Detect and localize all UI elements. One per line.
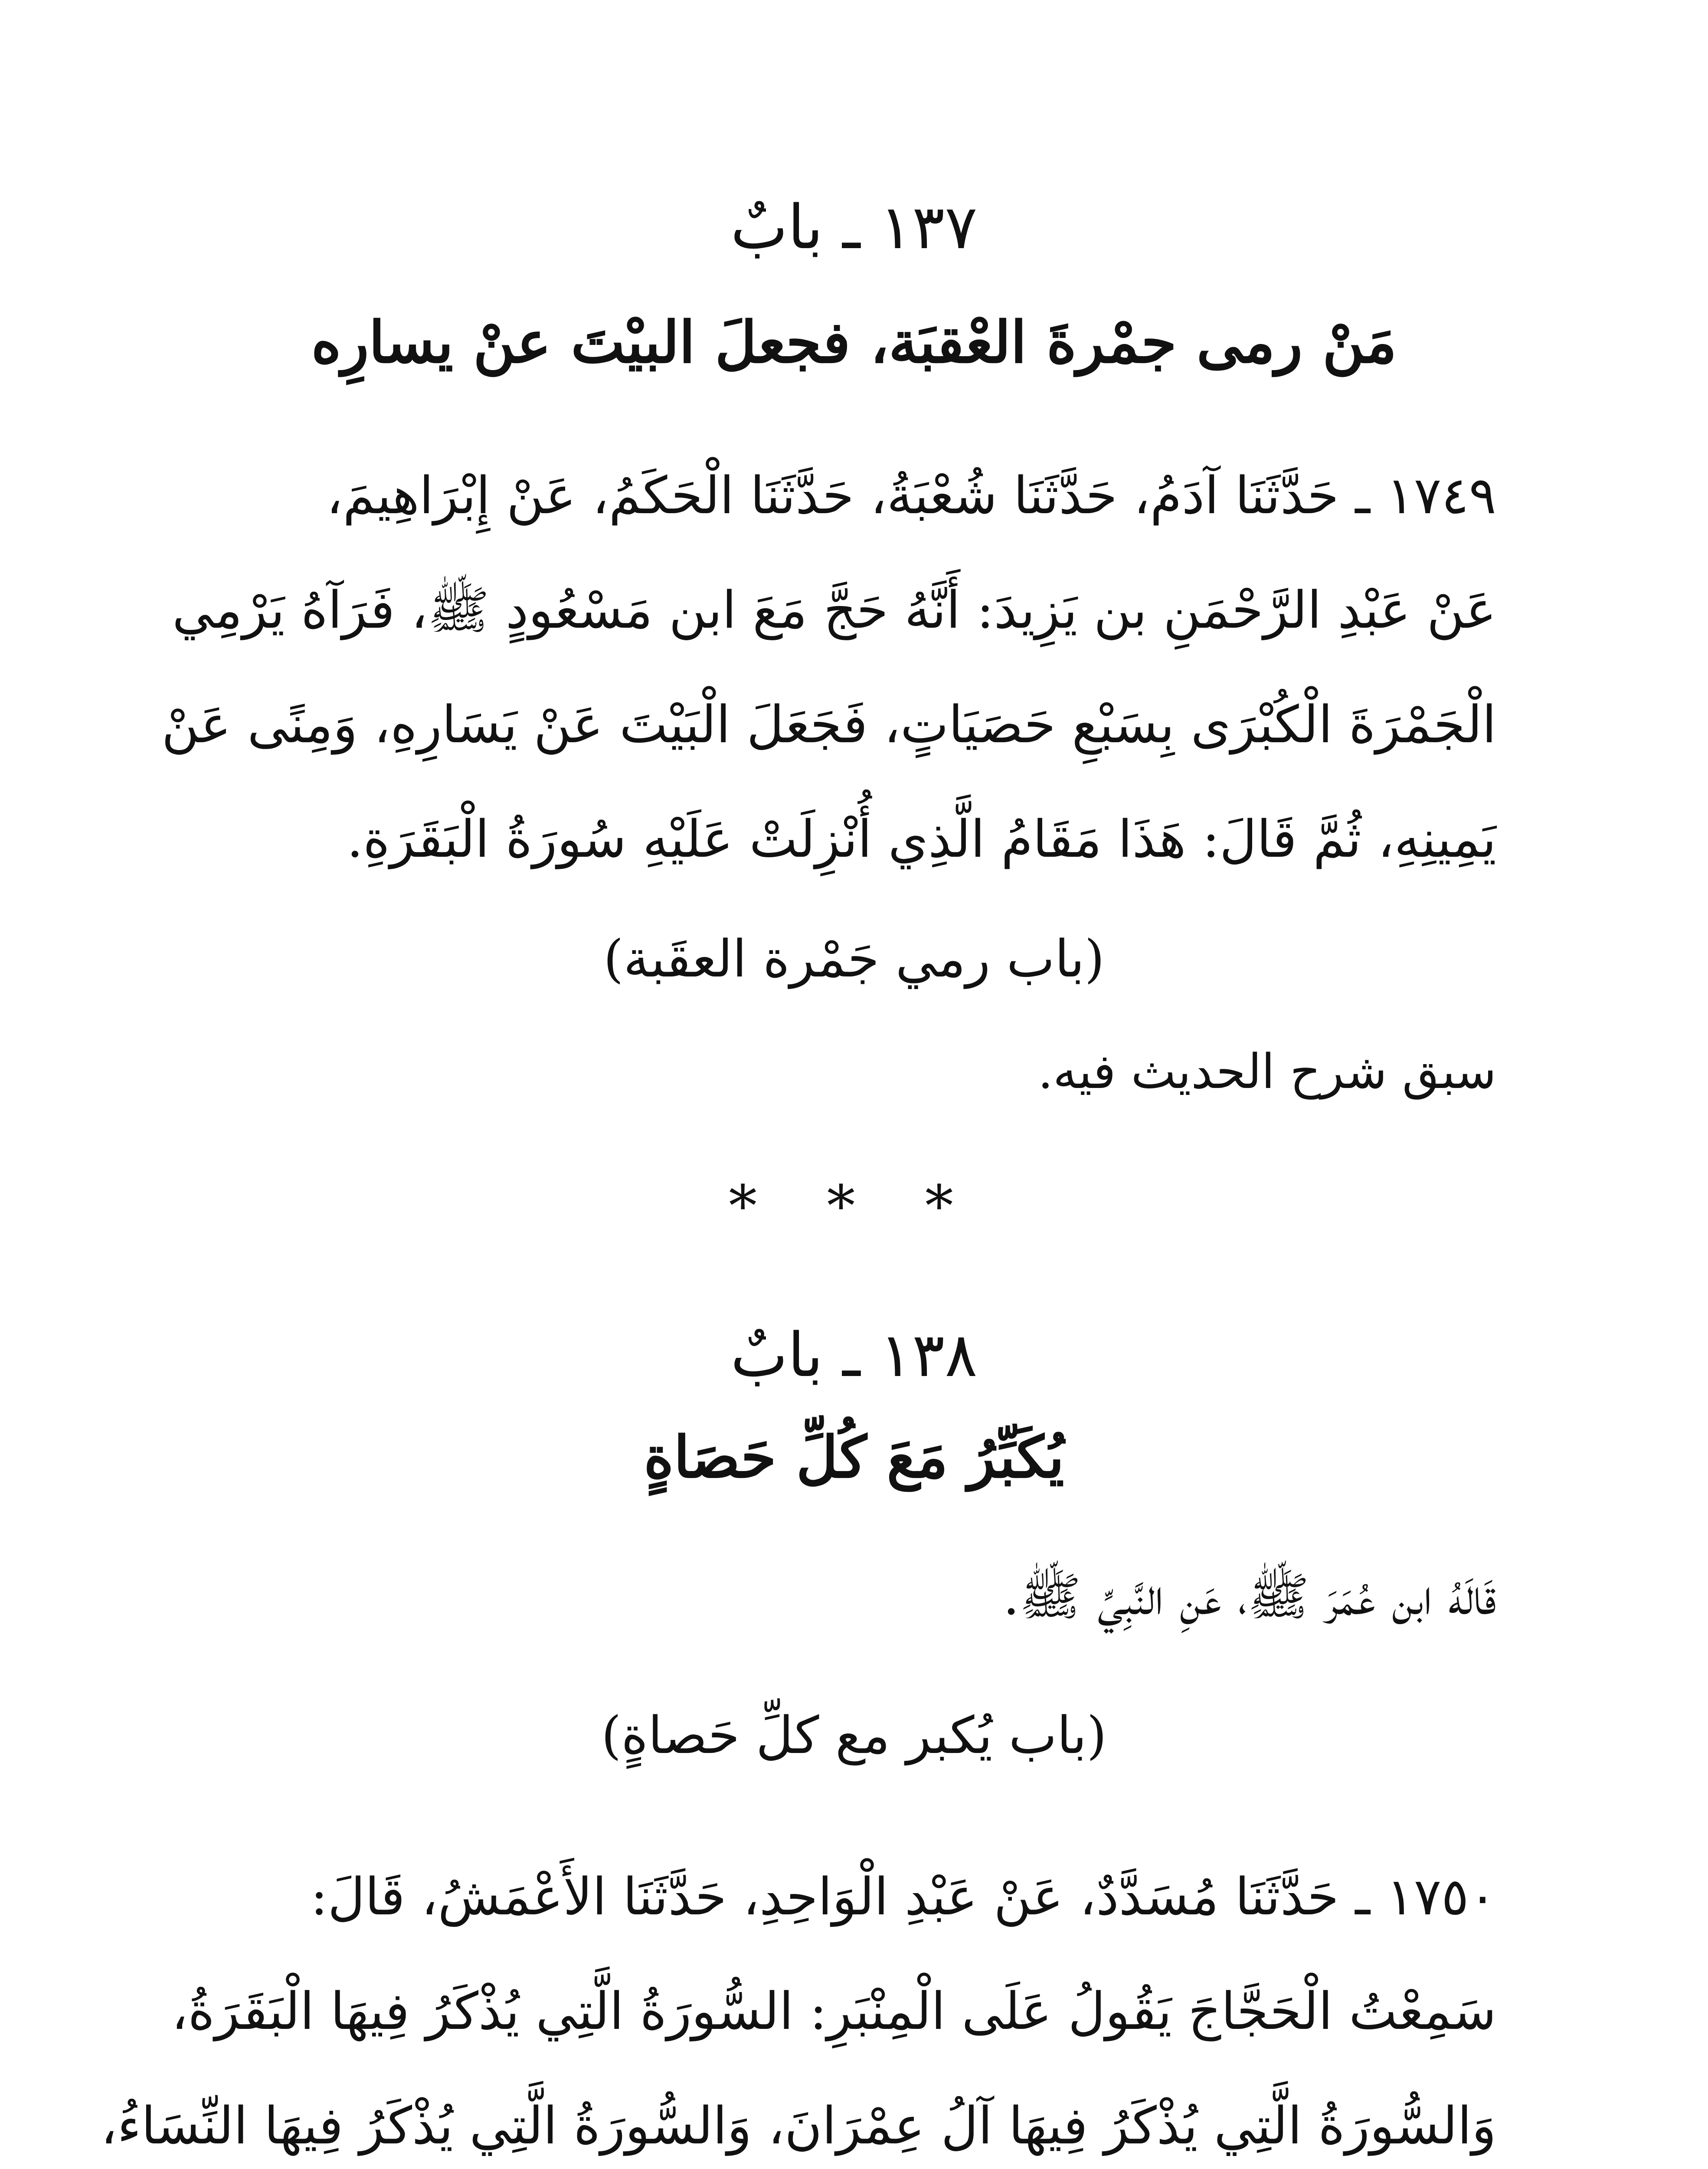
chapter-title: يُكَبِّرُ مَعَ كُلِّ حَصَاةٍ (644, 1424, 1064, 1491)
commentary-note: سبق شرح الحديث فيه. (1037, 1044, 1496, 1099)
commentary-heading: (باب رمي جَمْرة العقَبة) (603, 929, 1105, 989)
hadith-line: ١٧٤٩ ـ حَدَّثَنَا آدَمُ، حَدَّثَنَا شُعْبَةُ، حَدَّثَنَا الْحَكَمُ، عَنْ إِبْرَاهِيمَ، (326, 465, 1496, 525)
hadith-1750-text (101, 1839, 1496, 2169)
hadith-line: ١٧٥٠ ـ حَدَّثَنَا مُسَدَّدٌ، عَنْ عَبْدِ الْوَاحِدِ، حَدَّثَنَا الأَعْمَشُ، قَالَ: (311, 1867, 1496, 1927)
commentary-heading: (باب يُكبر مع كلِّ حَصاةٍ) (601, 1705, 1107, 1765)
hadith-line: يَمِينِهِ، ثُمَّ قَالَ: هَذَا مَقَامُ الَّذِي أُنْزِلَتْ عَلَيْهِ سُورَةُ الْبَقَرَةِ. (347, 809, 1496, 869)
hadith-line: الْجَمْرَةَ الْكُبْرَى بِسَبْعِ حَصَيَاتٍ، فَجَعَلَ الْبَيْتَ عَنْ يَسَارِهِ، وَمِنًى عَنْ (161, 695, 1496, 754)
chapter-number-heading: ١٣٧ ـ بابٌ (730, 192, 978, 263)
chapter-title: مَنْ رمى جمْرةَ العْقبَة، فجعلَ البيْتَ عنْ يسارِه (311, 309, 1397, 376)
hadith-line: عَنْ عَبْدِ الرَّحْمَنِ بن يَزِيدَ: أَنَّهُ حَجَّ مَعَ ابن مَسْعُودٍ ﷺ، فَرَآهُ يَرْمِي (172, 580, 1496, 640)
hadith-line: سَمِعْتُ الْحَجَّاجَ يَقُولُ عَلَى الْمِنْبَرِ: السُّورَةُ الَّتِي يُذْكَرُ فِيهَا الْبَقَرَةُ، (171, 1981, 1496, 2041)
attribution-line: قَالَهُ ابن عُمَرَ ﷺ، عَنِ النَّبِيِّ ﷺ. (1003, 1566, 1496, 1626)
chapter-number-heading: ١٣٨ ـ بابٌ (730, 1320, 978, 1391)
hadith-line: وَالسُّورَةُ الَّتِي يُذْكَرُ فِيهَا آلُ عِمْرَانَ، وَالسُّورَةُ الَّتِي يُذْكَرُ فِيهَا النِّسَاءُ، (101, 2096, 1496, 2156)
section-separator: * * * (729, 1173, 979, 1239)
hadith-1749-text (161, 438, 1496, 896)
